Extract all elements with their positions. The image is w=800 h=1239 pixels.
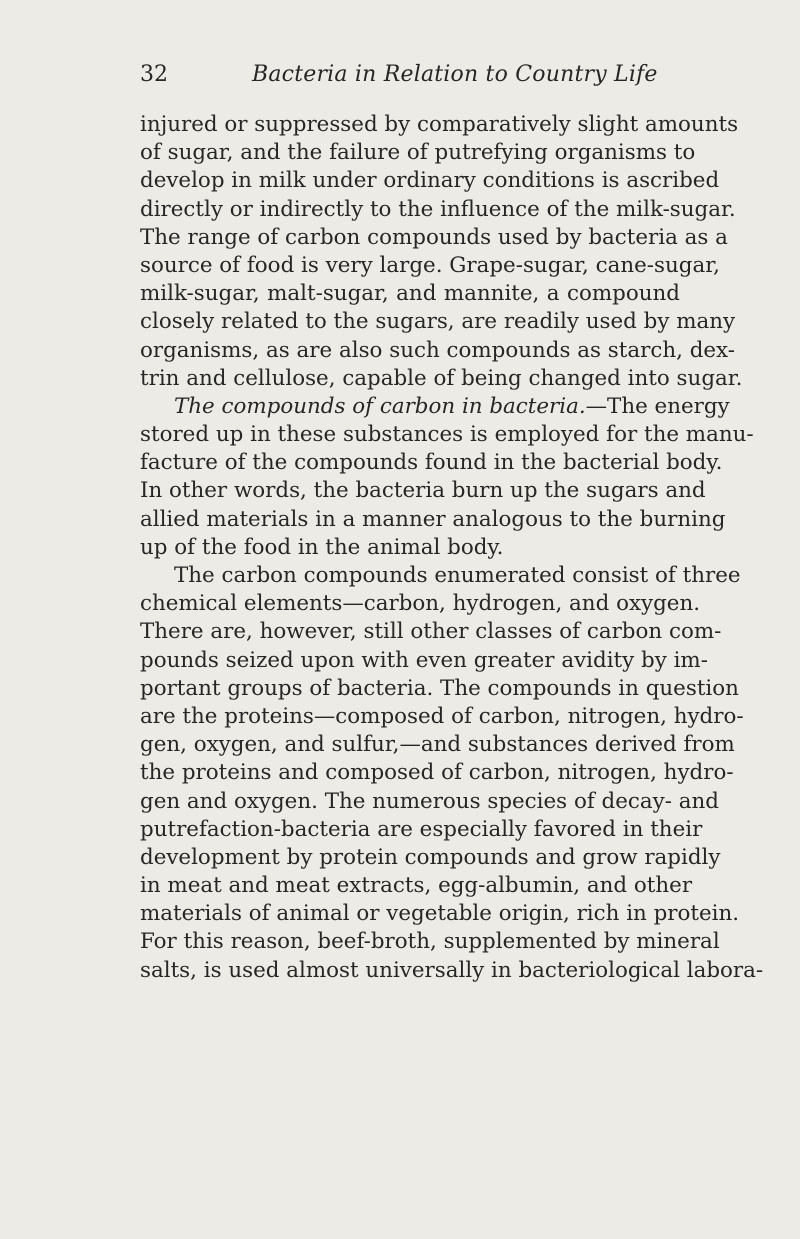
text-line: injured or suppressed by comparatively slight amounts	[140, 112, 739, 137]
text-line: chemical elements—carbon, hydrogen, and oxygen.	[140, 591, 701, 617]
text-line: allied materials in a manner analogous to the burning	[140, 506, 726, 532]
body-text	[140, 111, 764, 985]
text-line: organisms, as are also such compounds as starch, dex-	[140, 337, 735, 363]
text-line: in meat and meat extracts, egg-albumin, and other	[140, 873, 693, 899]
text-line: milk-sugar, malt-sugar, and mannite, a compound	[140, 281, 680, 307]
text-line: gen and oxygen. The numerous species of decay- and	[140, 788, 719, 814]
text-line: are the proteins—composed of carbon, nitrogen, hydro-	[140, 703, 744, 729]
text-line: develop in milk under ordinary conditions is ascribed	[140, 168, 720, 194]
text-line: For this reason, beef-broth, supplemented by mineral	[140, 929, 720, 955]
text-line: directly or indirectly to the influence of the milk-sugar.	[140, 196, 736, 222]
text-line: source of food is very large. Grape-sugar, cane-sugar,	[140, 252, 720, 278]
section-heading-line	[140, 393, 730, 421]
text-line: salts, is used almost universally in bacteriological labora-	[140, 957, 764, 983]
text-line: There are, however, still other classes of carbon com-	[140, 619, 722, 645]
text-line: of sugar, and the failure of putrefying organisms to	[140, 140, 696, 166]
text-line: stored up in these substances is employed for the manu-	[140, 422, 754, 448]
text-line: materials of animal or vegetable origin, rich in protein.	[140, 901, 740, 927]
text-line: putrefaction-bacteria are especially favored in their	[140, 816, 703, 842]
page-number: 32	[140, 62, 168, 87]
text-line: gen, oxygen, and sulfur,—and substances derived from	[140, 732, 735, 758]
text-line: trin and cellulose, capable of being changed into sugar.	[140, 365, 743, 391]
text-line: portant groups of bacteria. The compounds in question	[140, 675, 739, 701]
section-heading: The compounds of carbon in bacteria.	[174, 393, 586, 419]
page-header	[140, 59, 680, 91]
text-line: up of the food in the animal body.	[140, 534, 504, 560]
text-line: closely related to the sugars, are readily used by many	[140, 309, 736, 335]
text-line: In other words, the bacteria burn up the sugars and	[140, 478, 706, 504]
running-title: Bacteria in Relation to Country Life	[252, 62, 658, 87]
text-line: facture of the compounds found in the bacterial body.	[140, 450, 723, 476]
text-line: development by protein compounds and grow rapidly	[140, 844, 721, 870]
text-line: the proteins and composed of carbon, nitrogen, hydro-	[140, 760, 734, 786]
text-line: The range of carbon compounds used by bacteria as a	[140, 224, 728, 250]
section-heading-continuation: —The energy	[585, 393, 730, 419]
paragraph-start-line: The carbon compounds enumerated consist of three	[174, 563, 741, 588]
text-line: pounds seized upon with even greater avidity by im-	[140, 647, 708, 673]
